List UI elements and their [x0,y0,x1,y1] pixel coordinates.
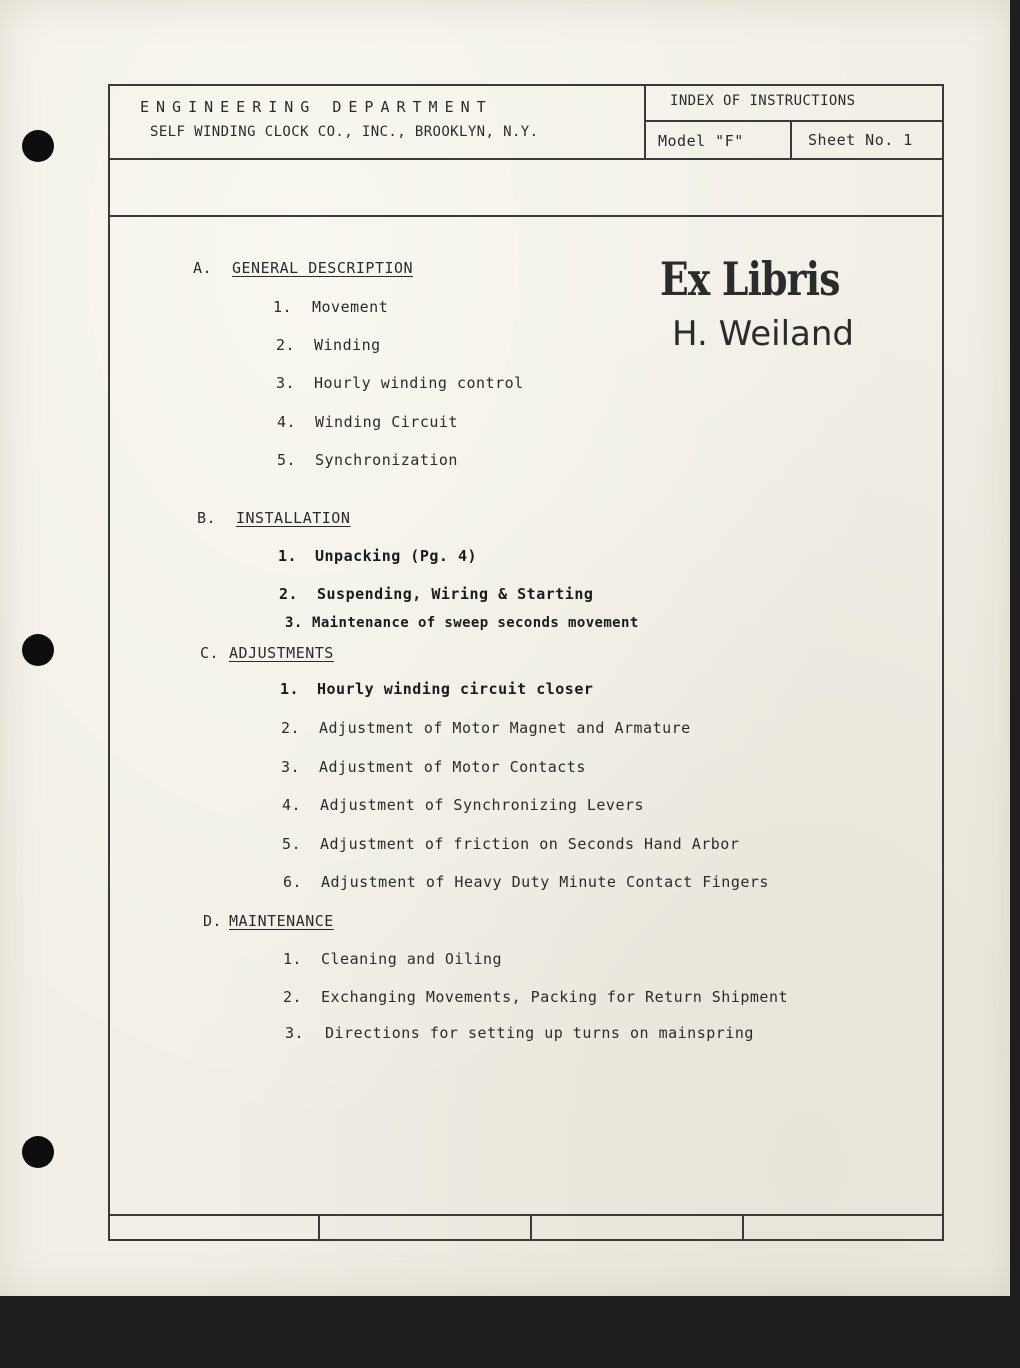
binder-hole [22,634,54,666]
department-title: ENGINEERING DEPARTMENT [140,98,493,116]
list-item: Cleaning and Oiling [321,950,503,968]
list-item: Adjustment of Motor Magnet and Armature [319,719,691,737]
item-number: 1. [280,680,300,698]
list-item: Winding [314,336,381,354]
item-number: 2. [279,585,299,603]
item-number: 2. [283,988,303,1006]
list-item: Movement [312,298,389,316]
section-letter: D. [203,912,223,930]
list-item: Adjustment of Motor Contacts [319,758,586,776]
index-box-rule [644,120,944,122]
item-number: 5. [277,451,297,469]
list-item: Suspending, Wiring & Starting [317,585,594,603]
section-title: MAINTENANCE [229,912,334,930]
list-item: Directions for setting up turns on mainspring [325,1024,754,1042]
list-item: Hourly winding circuit closer [317,680,594,698]
footer-cell-divider [742,1214,744,1241]
item-number: 5. [282,835,302,853]
list-item: Exchanging Movements, Packing for Return Shipment [321,988,789,1006]
ex-libris-stamp: Ex Libris [660,252,840,306]
footer-cell-divider [318,1214,320,1241]
section-title: ADJUSTMENTS [229,644,334,662]
index-title: INDEX OF INSTRUCTIONS [670,93,856,109]
item-number: 3. [285,1024,305,1042]
section-title: GENERAL DESCRIPTION [232,259,414,277]
item-number: 1. [278,547,298,565]
footer-rule [108,1214,944,1216]
list-item: Unpacking (Pg. 4) [315,547,478,565]
section-letter: A. [193,259,213,277]
item-number: 4. [282,796,302,814]
header-bottom-rule [108,215,944,217]
item-number: 3. [281,758,301,776]
footer-cell-divider [530,1214,532,1241]
list-item: Synchronization [315,451,458,469]
item-number: 1. [283,950,303,968]
model-label: Model "F" [658,132,744,150]
header-divider [108,158,944,160]
item-number: 4. [277,413,297,431]
item-number: 3. [285,615,303,631]
section-letter: C. [200,644,220,662]
owner-stamp: H. Weiland [672,314,854,354]
list-item: Winding Circuit [315,413,458,431]
list-item: Hourly winding control [314,374,524,392]
item-number: 2. [281,719,301,737]
section-letter: B. [197,509,217,527]
binder-hole [22,130,54,162]
section-title: INSTALLATION [236,509,351,527]
list-item: Adjustment of Synchronizing Levers [320,796,645,814]
list-item: Adjustment of friction on Seconds Hand Arbor [320,835,740,853]
list-item: Adjustment of Heavy Duty Minute Contact Fingers [321,873,769,891]
item-number: 6. [283,873,303,891]
model-sheet-divider [790,120,792,158]
sheet-number: Sheet No. 1 [808,131,913,149]
item-number: 1. [273,298,293,316]
company-name: SELF WINDING CLOCK CO., INC., BROOKLYN, N.Y. [150,124,539,140]
binder-hole [22,1136,54,1168]
item-number: 3. [276,374,296,392]
list-item: Maintenance of sweep seconds movement [312,615,639,631]
item-number: 2. [276,336,296,354]
